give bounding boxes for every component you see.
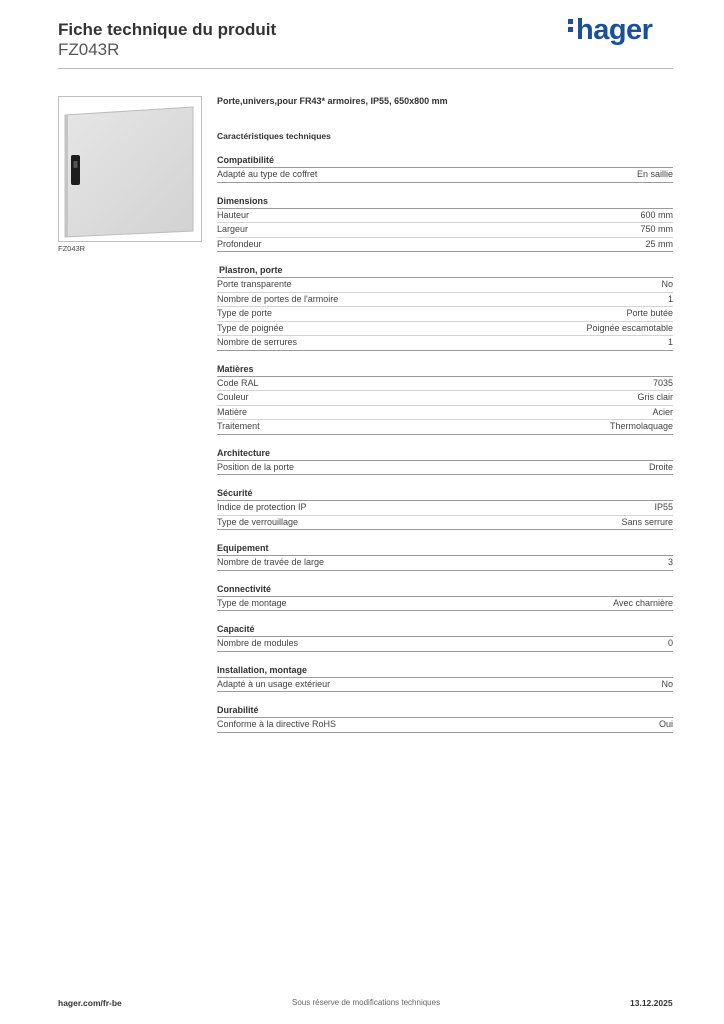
spec-group: [217, 484, 673, 530]
spec-label: Couleur: [217, 392, 249, 402]
spec-label: Nombre de modules: [217, 638, 299, 648]
spec-group: [217, 580, 673, 612]
spec-row: [217, 597, 673, 612]
spec-label: Nombre de serrures: [217, 337, 298, 347]
spec-value: 7035: [652, 377, 673, 388]
spec-value: 750 mm: [640, 224, 673, 234]
spec-label: Matière: [217, 406, 248, 417]
product-code: FZ043R: [58, 40, 120, 59]
spec-label: Type de porte: [217, 308, 273, 318]
spec-label: Profondeur: [217, 238, 262, 249]
spec-value: Acier: [652, 406, 673, 417]
spec-label: Hauteur: [217, 209, 250, 220]
spec-group: [217, 261, 673, 351]
door-handle-icon: [71, 155, 80, 185]
spec-row: [217, 322, 673, 337]
spec-label: Nombre de portes de l'armoire: [217, 293, 339, 304]
spec-row: [217, 223, 673, 238]
spec-group-title: Sécurité: [217, 484, 673, 501]
spec-value: 3: [667, 557, 673, 567]
page-title: Fiche technique du produit: [58, 20, 277, 39]
spec-group-title: Plastron, porte: [217, 261, 673, 278]
spec-row: [217, 307, 673, 322]
spec-label: Type de verrouillage: [217, 516, 299, 527]
spec-group: [217, 539, 673, 571]
spec-value: 1: [667, 337, 673, 347]
spec-label: Nombre de travée de large: [217, 557, 325, 567]
spec-group: [217, 192, 673, 253]
spec-value: IP55: [654, 502, 673, 512]
spec-row: [217, 336, 673, 351]
spec-group: [217, 444, 673, 476]
spec-value: Poignée escamotable: [586, 322, 673, 333]
spec-label: Indice de protection IP: [217, 502, 307, 512]
spec-group: [217, 360, 673, 435]
spec-row: [217, 420, 673, 435]
spec-row: [217, 637, 673, 652]
spec-group-title: Capacité: [217, 620, 673, 637]
spec-label: Code RAL: [217, 377, 259, 388]
spec-row: [217, 209, 673, 224]
spec-row: [217, 461, 673, 476]
spec-value: Gris clair: [637, 392, 673, 402]
spec-value: Porte butée: [626, 308, 673, 318]
spec-row: [217, 556, 673, 571]
spec-label: Adapté au type de coffret: [217, 169, 318, 179]
spec-label: Adapté à un usage extérieur: [217, 678, 331, 689]
spec-value: Droite: [648, 461, 673, 472]
spec-group-title: Compatibilité: [217, 151, 673, 168]
hager-logo: hager: [568, 14, 652, 47]
spec-value: 600 mm: [640, 209, 673, 220]
specs-heading: Caractéristiques techniques: [217, 131, 331, 141]
spec-group-title: Architecture: [217, 444, 673, 461]
spec-row: [217, 516, 673, 531]
spec-value: 25 mm: [645, 238, 673, 249]
spec-label: Traitement: [217, 421, 260, 431]
footer-website: hager.com/fr-be: [58, 998, 122, 1008]
spec-value: En saillie: [636, 169, 673, 179]
spec-group-title: Installation, montage: [217, 661, 673, 678]
spec-label: Porte transparente: [217, 279, 292, 289]
product-description: Porte,univers,pour FR43* armoires, IP55, 650x800 mm: [217, 96, 448, 106]
spec-group: [217, 701, 673, 733]
spec-group-title: Matières: [217, 360, 673, 377]
spec-row: [217, 501, 673, 516]
specs-table: [217, 151, 673, 733]
spec-label: Type de montage: [217, 597, 287, 608]
spec-value: Avec charnière: [613, 597, 673, 608]
spec-label: Largeur: [217, 224, 249, 234]
spec-value: Sans serrure: [621, 516, 673, 527]
header-divider: [58, 68, 673, 69]
spec-value: Oui: [658, 719, 673, 729]
spec-group: [217, 151, 673, 183]
spec-row: [217, 168, 673, 183]
spec-group-title: Durabilité: [217, 701, 673, 718]
spec-row: [217, 377, 673, 392]
spec-value: 1: [667, 293, 673, 304]
spec-group: [217, 661, 673, 693]
image-caption: FZ043R: [58, 244, 86, 253]
spec-row: [217, 238, 673, 253]
spec-label: Type de poignée: [217, 322, 284, 333]
spec-row: [217, 293, 673, 308]
spec-value: No: [661, 279, 673, 289]
spec-label: Position de la porte: [217, 461, 295, 472]
footer-date: 13.12.2025: [630, 998, 673, 1008]
footer-disclaimer: Sous réserve de modifications techniques: [292, 998, 441, 1007]
spec-row: [217, 718, 673, 733]
spec-row: [217, 391, 673, 406]
product-image: [58, 96, 202, 242]
spec-group: [217, 620, 673, 652]
spec-group-title: Connectivité: [217, 580, 673, 597]
spec-label: Conforme à la directive RoHS: [217, 719, 337, 729]
spec-group-title: Dimensions: [217, 192, 673, 209]
spec-row: [217, 406, 673, 421]
spec-value: Thermolaquage: [609, 421, 673, 431]
spec-row: [217, 678, 673, 693]
spec-group-title: Equipement: [217, 539, 673, 556]
spec-row: [217, 278, 673, 293]
spec-value: No: [661, 678, 673, 689]
spec-value: 0: [667, 638, 673, 648]
